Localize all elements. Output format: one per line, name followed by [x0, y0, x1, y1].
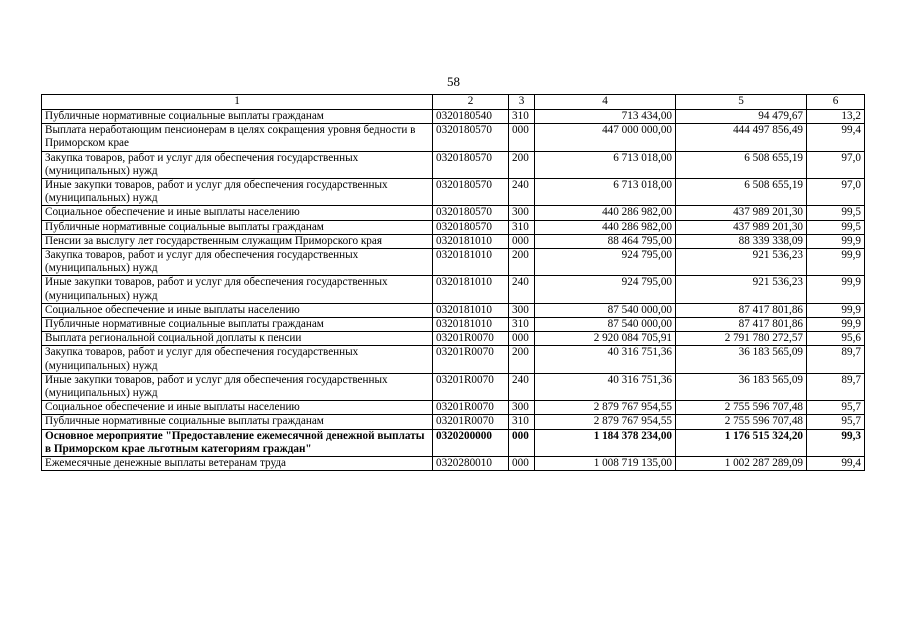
cell-name: Выплата неработающим пенсионерам в целях сокращения уровня бедности в Приморском крае [42, 124, 433, 151]
cell-name: Иные закупки товаров, работ и услуг для обеспечения государственных (муниципальных) нужд [42, 179, 433, 206]
table-row [42, 318, 865, 332]
cell-code: 0320180570 [433, 179, 509, 206]
cell-type: 310 [509, 220, 535, 234]
cell-code: 0320181010 [433, 303, 509, 317]
table-row [42, 110, 865, 124]
cell-code: 0320181010 [433, 318, 509, 332]
cell-plan: 6 713 018,00 [535, 179, 676, 206]
cell-code: 0320181010 [433, 276, 509, 303]
cell-fact: 6 508 655,19 [676, 179, 807, 206]
table-row [42, 415, 865, 429]
table-row [42, 457, 865, 471]
cell-code: 03201R0070 [433, 346, 509, 373]
cell-type: 310 [509, 110, 535, 124]
cell-percent: 95,7 [807, 415, 865, 429]
cell-code: 0320180570 [433, 124, 509, 151]
cell-code: 0320200000 [433, 429, 509, 456]
cell-plan: 88 464 795,00 [535, 234, 676, 248]
cell-type: 240 [509, 179, 535, 206]
cell-code: 0320280010 [433, 457, 509, 471]
table-row [42, 124, 865, 151]
cell-type: 000 [509, 429, 535, 456]
cell-percent: 99,9 [807, 234, 865, 248]
cell-plan: 1 008 719 135,00 [535, 457, 676, 471]
cell-percent: 99,9 [807, 249, 865, 276]
cell-name: Пенсии за выслугу лет государственным служащим Приморского края [42, 234, 433, 248]
cell-name: Социальное обеспечение и иные выплаты населению [42, 206, 433, 220]
column-header: 4 [535, 95, 676, 110]
cell-name: Ежемесячные денежные выплаты ветеранам труда [42, 457, 433, 471]
cell-code: 03201R0070 [433, 415, 509, 429]
cell-fact: 6 508 655,19 [676, 151, 807, 178]
cell-name: Основное мероприятие "Предоставление ежемесячной денежной выплаты в Приморском крае льготным категориям граждан" [42, 429, 433, 456]
cell-fact: 437 989 201,30 [676, 206, 807, 220]
cell-type: 000 [509, 332, 535, 346]
cell-percent: 99,9 [807, 276, 865, 303]
cell-type: 300 [509, 303, 535, 317]
cell-type: 240 [509, 276, 535, 303]
cell-plan: 1 184 378 234,00 [535, 429, 676, 456]
cell-name: Закупка товаров, работ и услуг для обеспечения государственных (муниципальных) нужд [42, 346, 433, 373]
cell-plan: 713 434,00 [535, 110, 676, 124]
cell-code: 03201R0070 [433, 401, 509, 415]
cell-percent: 99,9 [807, 303, 865, 317]
table-row [42, 346, 865, 373]
cell-percent: 97,0 [807, 179, 865, 206]
table-row [42, 401, 865, 415]
cell-plan: 924 795,00 [535, 276, 676, 303]
cell-code: 0320180540 [433, 110, 509, 124]
cell-fact: 437 989 201,30 [676, 220, 807, 234]
table-row [42, 234, 865, 248]
cell-type: 200 [509, 151, 535, 178]
cell-name: Социальное обеспечение и иные выплаты населению [42, 303, 433, 317]
cell-fact: 36 183 565,09 [676, 373, 807, 400]
cell-percent: 99,5 [807, 206, 865, 220]
cell-name: Иные закупки товаров, работ и услуг для обеспечения государственных (муниципальных) нужд [42, 276, 433, 303]
page-number: 58 [447, 74, 460, 89]
cell-type: 300 [509, 206, 535, 220]
cell-name: Закупка товаров, работ и услуг для обеспечения государственных (муниципальных) нужд [42, 151, 433, 178]
cell-fact: 921 536,23 [676, 276, 807, 303]
cell-plan: 87 540 000,00 [535, 303, 676, 317]
table-row [42, 373, 865, 400]
cell-plan: 6 713 018,00 [535, 151, 676, 178]
cell-plan: 440 286 982,00 [535, 206, 676, 220]
table-row [42, 206, 865, 220]
cell-percent: 99,5 [807, 220, 865, 234]
cell-plan: 87 540 000,00 [535, 318, 676, 332]
cell-code: 0320181010 [433, 234, 509, 248]
cell-type: 310 [509, 318, 535, 332]
cell-fact: 1 176 515 324,20 [676, 429, 807, 456]
cell-name: Выплата региональной социальной доплаты к пенсии [42, 332, 433, 346]
cell-fact: 2 791 780 272,57 [676, 332, 807, 346]
cell-name: Публичные нормативные социальные выплаты гражданам [42, 318, 433, 332]
cell-type: 240 [509, 373, 535, 400]
cell-code: 0320180570 [433, 206, 509, 220]
column-header: 1 [42, 95, 433, 110]
cell-fact: 2 755 596 707,48 [676, 415, 807, 429]
cell-name: Закупка товаров, работ и услуг для обеспечения государственных (муниципальных) нужд [42, 249, 433, 276]
cell-percent: 95,6 [807, 332, 865, 346]
cell-fact: 88 339 338,09 [676, 234, 807, 248]
column-header: 2 [433, 95, 509, 110]
cell-fact: 94 479,67 [676, 110, 807, 124]
cell-plan: 40 316 751,36 [535, 373, 676, 400]
cell-fact: 2 755 596 707,48 [676, 401, 807, 415]
column-header: 3 [509, 95, 535, 110]
cell-name: Публичные нормативные социальные выплаты гражданам [42, 220, 433, 234]
cell-name: Иные закупки товаров, работ и услуг для обеспечения государственных (муниципальных) нужд [42, 373, 433, 400]
table-header-row [42, 95, 865, 110]
cell-fact: 921 536,23 [676, 249, 807, 276]
table-row [42, 276, 865, 303]
cell-type: 200 [509, 346, 535, 373]
cell-plan: 440 286 982,00 [535, 220, 676, 234]
cell-fact: 1 002 287 289,09 [676, 457, 807, 471]
cell-plan: 447 000 000,00 [535, 124, 676, 151]
cell-percent: 97,0 [807, 151, 865, 178]
cell-code: 0320180570 [433, 220, 509, 234]
cell-code: 0320181010 [433, 249, 509, 276]
cell-code: 03201R0070 [433, 373, 509, 400]
cell-percent: 99,4 [807, 457, 865, 471]
cell-percent: 13,2 [807, 110, 865, 124]
cell-percent: 99,3 [807, 429, 865, 456]
cell-name: Публичные нормативные социальные выплаты гражданам [42, 415, 433, 429]
cell-code: 0320180570 [433, 151, 509, 178]
cell-plan: 2 879 767 954,55 [535, 401, 676, 415]
cell-plan: 40 316 751,36 [535, 346, 676, 373]
cell-type: 310 [509, 415, 535, 429]
table-row [42, 429, 865, 456]
cell-fact: 87 417 801,86 [676, 303, 807, 317]
cell-percent: 89,7 [807, 346, 865, 373]
column-header: 6 [807, 95, 865, 110]
cell-fact: 87 417 801,86 [676, 318, 807, 332]
cell-plan: 2 920 084 705,91 [535, 332, 676, 346]
cell-plan: 2 879 767 954,55 [535, 415, 676, 429]
table-row [42, 303, 865, 317]
cell-type: 300 [509, 401, 535, 415]
table-row [42, 332, 865, 346]
cell-fact: 36 183 565,09 [676, 346, 807, 373]
column-header: 5 [676, 95, 807, 110]
budget-table [41, 94, 865, 471]
cell-percent: 89,7 [807, 373, 865, 400]
table-row [42, 151, 865, 178]
cell-plan: 924 795,00 [535, 249, 676, 276]
cell-type: 000 [509, 234, 535, 248]
cell-percent: 99,9 [807, 318, 865, 332]
table-row [42, 220, 865, 234]
cell-percent: 95,7 [807, 401, 865, 415]
cell-code: 03201R0070 [433, 332, 509, 346]
cell-percent: 99,4 [807, 124, 865, 151]
cell-type: 200 [509, 249, 535, 276]
cell-fact: 444 497 856,49 [676, 124, 807, 151]
cell-type: 000 [509, 457, 535, 471]
cell-name: Социальное обеспечение и иные выплаты населению [42, 401, 433, 415]
cell-type: 000 [509, 124, 535, 151]
table-row [42, 179, 865, 206]
cell-name: Публичные нормативные социальные выплаты гражданам [42, 110, 433, 124]
table-row [42, 249, 865, 276]
